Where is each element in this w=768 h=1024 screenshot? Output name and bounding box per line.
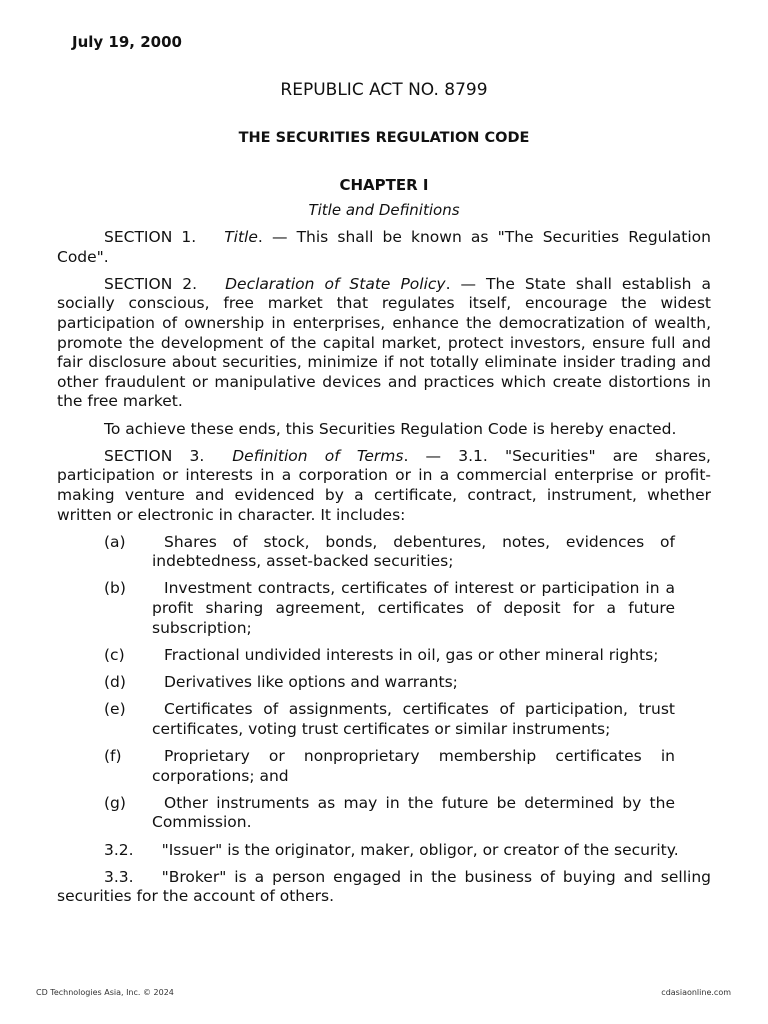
list-item [57, 673, 675, 693]
document-body [57, 228, 711, 915]
section-2-paragraph: To achieve these ends, this Securities Regulation Code is hereby enacted. [104, 419, 677, 438]
section-3-3-label: 3.3. [104, 867, 134, 886]
list-item [57, 794, 675, 833]
list-item [57, 646, 675, 666]
section-3-label: SECTION 3. [104, 446, 205, 465]
list-item-text: Shares of stock, bonds, debentures, notes, evidences of indebtedness, asset-backed securities; [152, 532, 675, 571]
section-2-label: SECTION 2. [104, 274, 198, 293]
list-item-text: Other instruments as may in the future be determined by the Commission. [152, 793, 675, 832]
list-item-mark: (e) [104, 700, 126, 719]
securities-list [57, 533, 711, 833]
footer-website: cdasiaonline.com [661, 988, 731, 997]
list-item-mark: (c) [104, 645, 125, 664]
section-1-heading: Title [224, 228, 258, 246]
chapter-subtitle: Title and Definitions [308, 201, 460, 219]
list-item [57, 533, 675, 572]
section-3-3-text: "Broker" is a person engaged in the business of buying and selling securities for the account of others. [57, 867, 711, 906]
list-item-text: Derivatives like options and warrants; [164, 673, 458, 692]
list-item-text: Proprietary or nonproprietary membership certificates in corporations; and [152, 747, 675, 785]
section-1-text: . — This shall be known as "The Securities Regulation Code". [57, 228, 711, 266]
footer-copyright: CD Technologies Asia, Inc. © 2024 [36, 988, 174, 997]
section-3-2-label: 3.2. [104, 840, 134, 859]
section-2-heading: Declaration of State Policy [225, 274, 446, 293]
list-item-mark: (f) [104, 747, 122, 765]
list-item [57, 579, 675, 638]
section-3-text: . — 3.1. "Securities" are shares, participation or interests in a corporation or in a commercial enterprise or profit-making venture and evidenced by a certificate, contract, instrument, whether written or electronic in character. It includes: [57, 446, 711, 524]
list-item-mark: (g) [104, 793, 126, 812]
list-item-mark: (d) [104, 673, 126, 692]
list-item-text: Fractional undivided interests in oil, gas or other mineral rights; [164, 645, 659, 664]
section-3-2-text: "Issuer" is the originator, maker, obligor, or creator of the security. [161, 840, 679, 859]
section-2-text: . — The State shall establish a socially conscious, free market that regulates itself, encourage the widest participation of ownership in enterprises, enhance the democratization of wealth, promote the development of the capital market, protect investors, ensure full and fair disclosure about securities, minimize if not totally eliminate insider trading and other fraudulent or manipulative devices and practices which create distortions in the free market. [57, 274, 711, 411]
section-3-3 [57, 868, 711, 907]
section-1-label: SECTION 1. [104, 228, 197, 246]
section-2 [57, 275, 711, 412]
list-item [57, 700, 675, 739]
section-3-2 [57, 841, 711, 861]
chapter-title: CHAPTER I [339, 176, 429, 194]
act-title: THE SECURITIES REGULATION CODE [238, 130, 530, 146]
list-item-mark: (a) [104, 532, 126, 551]
list-item-text: Investment contracts, certificates of interest or participation in a profit sharing agreement, certificates of deposit for a future subscription; [152, 579, 675, 637]
section-3 [57, 447, 711, 525]
list-item [57, 747, 675, 786]
list-item-mark: (b) [104, 579, 126, 598]
document-date: July 19, 2000 [72, 33, 182, 51]
list-item-text: Certificates of assignments, certificates of participation, trust certificates, voting trust certificates or similar instruments; [152, 700, 675, 738]
section-1 [57, 228, 711, 267]
section-3-heading: Definition of Terms [232, 446, 404, 465]
act-number: REPUBLIC ACT NO. 8799 [280, 80, 488, 100]
